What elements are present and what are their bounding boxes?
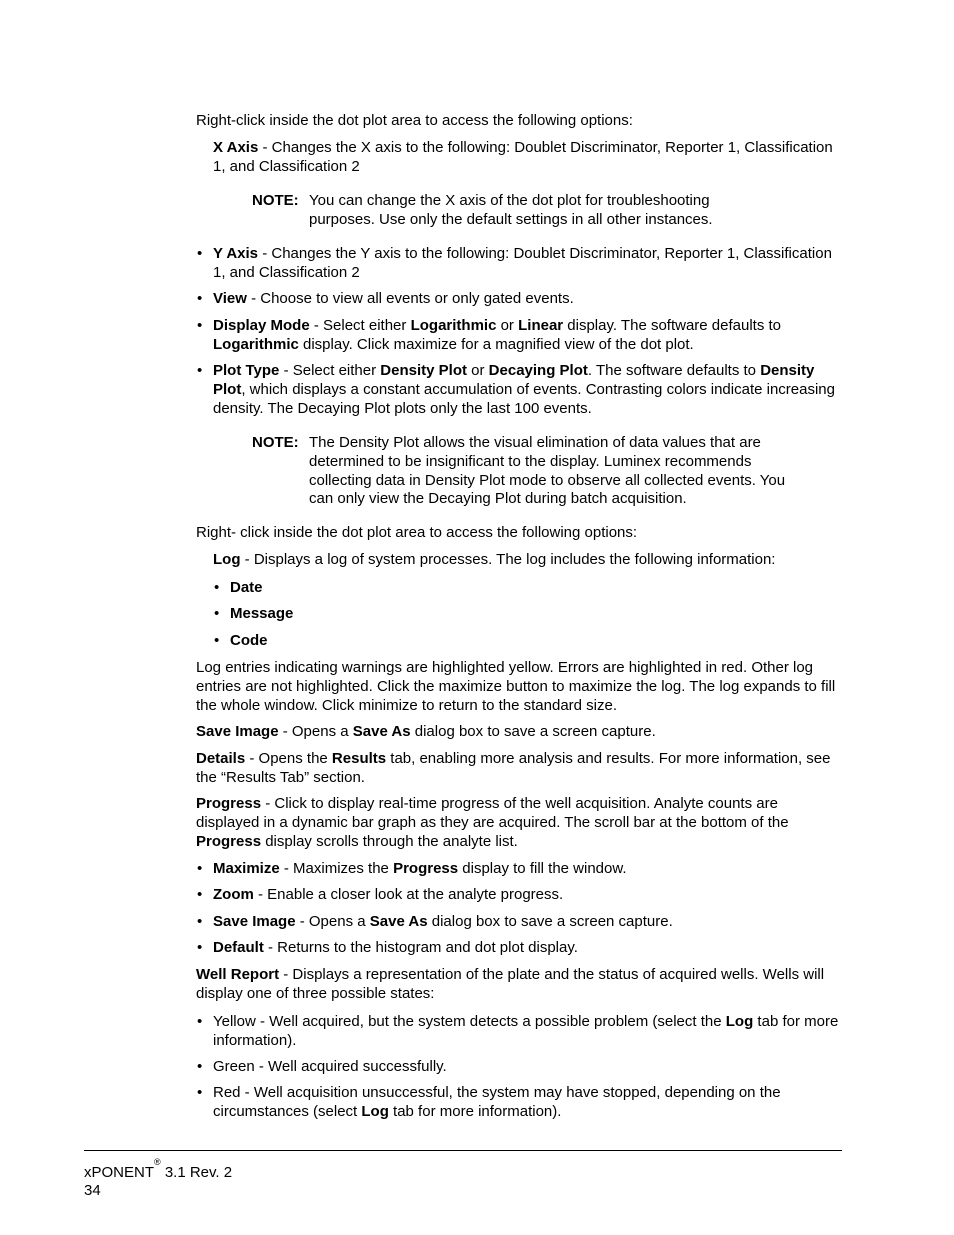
- progress-paragraph: Progress - Click to display real-time progress of the well acquisition. Analyte counts are displayed in a dynamic bar graph as they are acquired. The scroll bar at the bottom of the Progress display scrolls through the analyte list.: [196, 795, 789, 850]
- note-label: NOTE:: [252, 192, 299, 209]
- well-report-paragraph: Well Report - Displays a representation of the plate and the status of acquired wells. Wells will display one of three possible states:: [196, 966, 825, 1002]
- bullet: •: [197, 939, 203, 956]
- bullet: •: [197, 317, 203, 334]
- details-paragraph: Details - Opens the Results tab, enabling more analysis and results. For more information, see the “Results Tab” section.: [196, 750, 831, 786]
- plot-type-item: • Plot Type - Select either Density Plot or Decaying Plot. The software defaults to Density Plot, which displays a constant accumulation of events. Contrasting colors indicate increasing density. The Decaying Plot plots only the last 100 events.: [197, 362, 835, 417]
- bullet: •: [214, 605, 220, 622]
- bullet: •: [197, 1058, 203, 1075]
- bullet: •: [197, 913, 203, 930]
- log-info-item: • Date: [214, 579, 263, 596]
- view-item: • View - Choose to view all events or only gated events.: [197, 290, 574, 307]
- bullet: •: [197, 1084, 203, 1101]
- save-image-item: • Save Image - Opens a Save As dialog box to save a screen capture.: [197, 913, 673, 930]
- x-axis-item: X Axis - Changes the X axis to the following: Doublet Discriminator, Reporter 1, Classification 1, and Classification 2: [213, 139, 833, 175]
- zoom-item: • Zoom - Enable a closer look at the analyte progress.: [197, 886, 564, 903]
- bullet: •: [197, 290, 203, 307]
- log-entries-paragraph: Log entries indicating warnings are highlighted yellow. Errors are highlighted in red. Other log entries are not highlighted. Click the maximize button to maximize the log. The log expands to fill the whole window. Click minimize to return to the standard size.: [196, 659, 836, 714]
- bullet: •: [197, 362, 203, 379]
- note-text: You can change the X axis of the dot plot for troubleshooting purposes. Use only the default settings in all other instances.: [309, 192, 713, 228]
- log-info-item: • Message: [214, 605, 294, 622]
- y-axis-item: • Y Axis - Changes the Y axis to the following: Doublet Discriminator, Reporter 1, Classification 1, and Classification 2: [197, 245, 832, 281]
- bullet: •: [197, 860, 203, 877]
- red-state-item: • Red - Well acquisition unsuccessful, the system may have stopped, depending on the circumstances (select Log tab for more information).: [197, 1084, 781, 1120]
- default-item: • Default - Returns to the histogram and dot plot display.: [197, 939, 578, 956]
- display-mode-item: • Display Mode - Select either Logarithmic or Linear display. The software defaults to Logarithmic display. Click maximize for a magnified view of the dot plot.: [197, 317, 782, 353]
- log-info-item: • Code: [214, 632, 268, 649]
- bullet: •: [214, 632, 220, 649]
- green-state-item: • Green - Well acquired successfully.: [197, 1058, 447, 1075]
- footer-rule: [84, 1150, 842, 1151]
- intro-paragraph-2: Right- click inside the dot plot area to access the following options:: [196, 524, 638, 541]
- bullet: •: [214, 579, 220, 596]
- note-label: NOTE:: [252, 434, 299, 451]
- intro-paragraph: Right-click inside the dot plot area to access the following options:: [196, 112, 633, 129]
- bullet: •: [197, 886, 203, 903]
- note-text: The Density Plot allows the visual elimination of data values that are determined to be insignificant to the display. Luminex recommends collecting data in Density Plot mode to observe all collected events. You can only view the Decaying Plot during batch acquisition.: [309, 434, 786, 508]
- maximize-item: • Maximize - Maximizes the Progress display to fill the window.: [197, 860, 627, 877]
- save-image-paragraph: Save Image - Opens a Save As dialog box to save a screen capture.: [196, 723, 656, 740]
- footer-product: xPONENT® 3.1 Rev. 2: [84, 1157, 233, 1181]
- yellow-state-item: • Yellow - Well acquired, but the system detects a possible problem (select the Log tab for more information).: [197, 1013, 839, 1049]
- page-number: 34: [84, 1182, 101, 1199]
- bullet: •: [197, 1013, 203, 1030]
- log-item: Log - Displays a log of system processes. The log includes the following information:: [213, 551, 776, 568]
- bullet: •: [197, 245, 203, 262]
